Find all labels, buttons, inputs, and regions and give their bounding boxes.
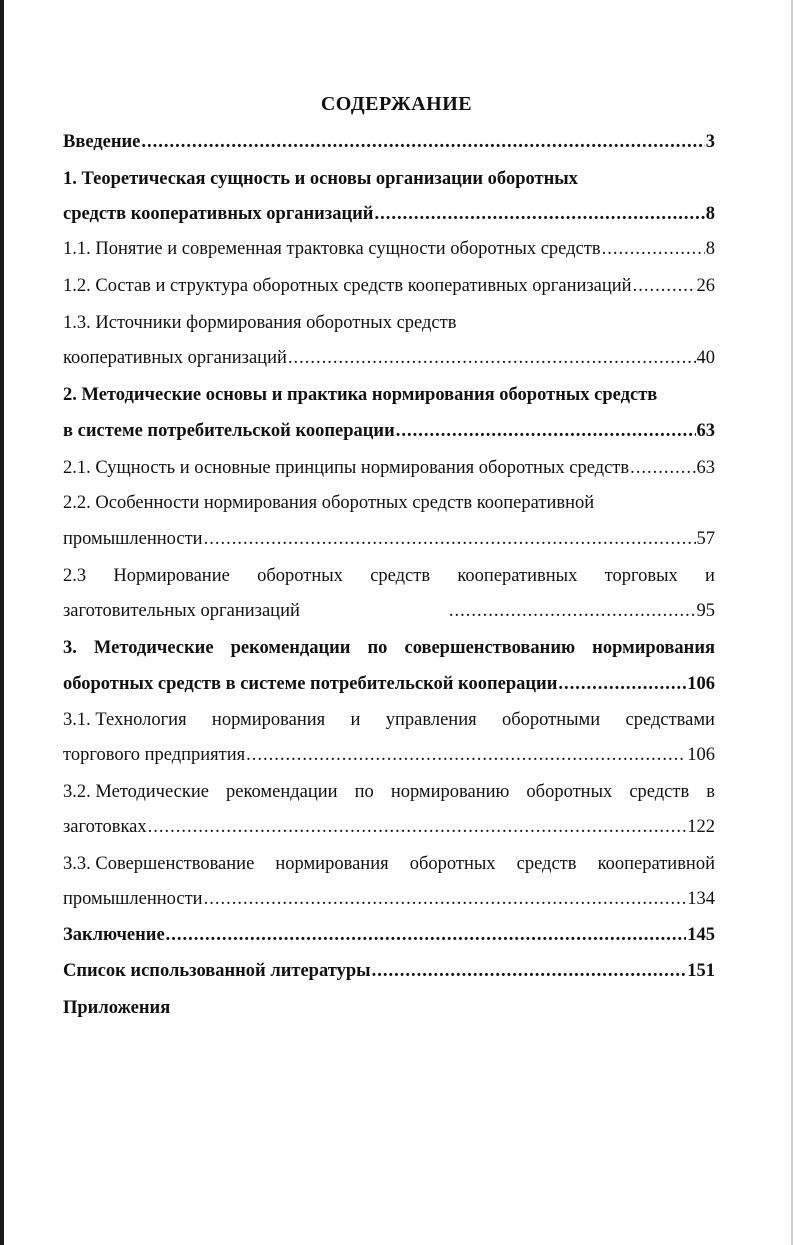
toc-entry-title: заготовках bbox=[63, 817, 147, 837]
toc-section-2-3-line-1 bbox=[63, 564, 715, 588]
dot-leader bbox=[148, 815, 687, 839]
toc-page-number: 40 bbox=[696, 348, 715, 368]
toc-entry-title: Заключение bbox=[63, 925, 165, 945]
toc-entry-intro bbox=[63, 130, 715, 154]
toc-chapter-3-line-2 bbox=[63, 672, 715, 696]
toc-chapter-3-line-1 bbox=[63, 636, 715, 660]
toc-section-3-1-line-1 bbox=[63, 708, 715, 732]
toc-chapter-2-line-2 bbox=[63, 419, 715, 443]
toc-word: 3.3. Совершенствование bbox=[63, 854, 255, 874]
toc-word: совершенствованию bbox=[404, 638, 576, 658]
toc-word: кооперативных bbox=[457, 566, 578, 586]
toc-word: средств bbox=[629, 782, 690, 802]
toc-page-number: 63 bbox=[696, 421, 715, 441]
toc-word: оборотных bbox=[526, 782, 613, 802]
toc-word: по bbox=[367, 638, 388, 658]
toc-page-number: 8 bbox=[705, 204, 715, 224]
toc-word: по bbox=[354, 782, 374, 802]
toc-word: в bbox=[706, 782, 715, 802]
toc-page-number: 145 bbox=[687, 925, 715, 945]
dot-leader bbox=[166, 923, 687, 947]
toc-word: средств bbox=[370, 566, 431, 586]
toc-page-number: 8 bbox=[705, 239, 715, 259]
dot-leader bbox=[372, 959, 687, 983]
toc-page-number: 63 bbox=[696, 458, 715, 478]
toc-word: оборотными bbox=[501, 710, 601, 730]
page-title: СОДЕРЖАНИЕ bbox=[320, 93, 473, 115]
toc-word: средств bbox=[516, 854, 577, 874]
toc-page-number: 3 bbox=[705, 132, 715, 152]
toc-word: 2.3 bbox=[63, 566, 87, 586]
toc-chapter-1-line-1: 1. Теоретическая сущность и основы организации оборотных bbox=[63, 169, 578, 189]
toc-section-3-1-line-2 bbox=[63, 743, 715, 767]
toc-entry-title: оборотных средств в системе потребительской кооперации bbox=[63, 674, 558, 694]
toc-word: средствами bbox=[625, 710, 715, 730]
dot-leader bbox=[602, 237, 705, 261]
toc-word: Нормирование bbox=[113, 566, 230, 586]
toc-entry-title: 1.2. Состав и структура оборотных средств кооперативных организаций bbox=[63, 276, 632, 296]
toc-entry-title: Список использованной литературы bbox=[63, 961, 371, 981]
toc-entry-title: промышленности bbox=[63, 889, 203, 909]
toc-section-1-2 bbox=[63, 274, 715, 298]
toc-section-3-2-line-2 bbox=[63, 815, 715, 839]
toc-chapter-1-line-2 bbox=[63, 202, 715, 226]
toc-entry-title: кооперативных организаций bbox=[63, 348, 287, 368]
toc-page-number: 95 bbox=[696, 601, 715, 621]
dot-leader bbox=[396, 419, 696, 443]
toc-word: рекомендации bbox=[230, 638, 351, 658]
toc-entry-title: заготовительных организаций bbox=[63, 601, 300, 621]
dot-leader bbox=[630, 456, 695, 480]
dot-leader bbox=[204, 527, 696, 551]
toc-chapter-2-line-1: 2. Методические основы и практика нормирования оборотных средств bbox=[63, 385, 658, 405]
toc-page-number: 26 bbox=[696, 276, 715, 296]
dot-leader bbox=[246, 743, 686, 767]
toc-section-3-2-line-1 bbox=[63, 780, 715, 804]
toc-word: нормированию bbox=[390, 782, 510, 802]
toc-entry-title: в системе потребительской кооперации bbox=[63, 421, 395, 441]
toc-page-number: 151 bbox=[687, 961, 715, 981]
toc-word: нормирования bbox=[592, 638, 715, 658]
toc-section-2-2-line-2 bbox=[63, 527, 715, 551]
toc-section-1-1 bbox=[63, 237, 715, 261]
toc-page-number: 106 bbox=[687, 674, 715, 694]
toc-word: нормирования bbox=[275, 854, 389, 874]
toc-word: оборотных bbox=[409, 854, 496, 874]
toc-section-1-3-line-1: 1.3. Источники формирования оборотных средств bbox=[63, 313, 457, 333]
toc-section-3-3-line-1 bbox=[63, 852, 715, 876]
toc-word: и bbox=[350, 710, 361, 730]
toc-page-number: 106 bbox=[687, 745, 715, 765]
toc-word: оборотных bbox=[257, 566, 343, 586]
dot-leader bbox=[141, 130, 704, 154]
toc-word: управления bbox=[385, 710, 477, 730]
toc-entry-references bbox=[63, 959, 715, 983]
dot-leader bbox=[558, 672, 686, 696]
dot-leader bbox=[374, 202, 704, 226]
toc-word: нормирования bbox=[211, 710, 326, 730]
toc-section-2-2-line-1: 2.2. Особенности нормирования оборотных средств кооперативной bbox=[63, 493, 595, 513]
toc-word: рекомендации bbox=[226, 782, 338, 802]
toc-entry-title: 1.1. Понятие и современная трактовка сущности оборотных средств bbox=[63, 239, 601, 259]
toc-word: торговых bbox=[604, 566, 678, 586]
toc-page-number: 122 bbox=[687, 817, 715, 837]
toc-entry-conclusion bbox=[63, 923, 715, 947]
toc-entry-appendices: Приложения bbox=[63, 998, 171, 1018]
toc-section-1-3-line-2 bbox=[63, 346, 715, 370]
toc-entry-title: торгового предприятия bbox=[63, 745, 246, 765]
dot-leader bbox=[633, 274, 696, 298]
dot-leader bbox=[449, 599, 696, 623]
toc-entry-title: средств кооперативных организаций bbox=[63, 204, 374, 224]
toc-section-2-3-line-2 bbox=[63, 599, 715, 623]
toc-word: кооперативной bbox=[597, 854, 715, 874]
dot-leader bbox=[204, 887, 687, 911]
toc-page-number: 57 bbox=[696, 529, 715, 549]
toc-entry-title: Введение bbox=[63, 132, 141, 152]
toc-word: 3.1. Технология bbox=[63, 710, 187, 730]
toc-word: 3.2. Методические bbox=[63, 782, 209, 802]
toc-entry-title: 2.1. Сущность и основные принципы нормирования оборотных средств bbox=[63, 458, 630, 478]
toc-section-3-3-line-2 bbox=[63, 887, 715, 911]
toc-page-number: 134 bbox=[687, 889, 715, 909]
toc-section-2-1 bbox=[63, 456, 715, 480]
toc-entry-title: промышленности bbox=[63, 529, 203, 549]
toc-word: Методические bbox=[93, 638, 214, 658]
dot-leader bbox=[288, 346, 696, 370]
toc-word: 3. bbox=[63, 638, 77, 658]
toc-word: и bbox=[705, 566, 715, 586]
page-left-edge bbox=[0, 0, 4, 1245]
